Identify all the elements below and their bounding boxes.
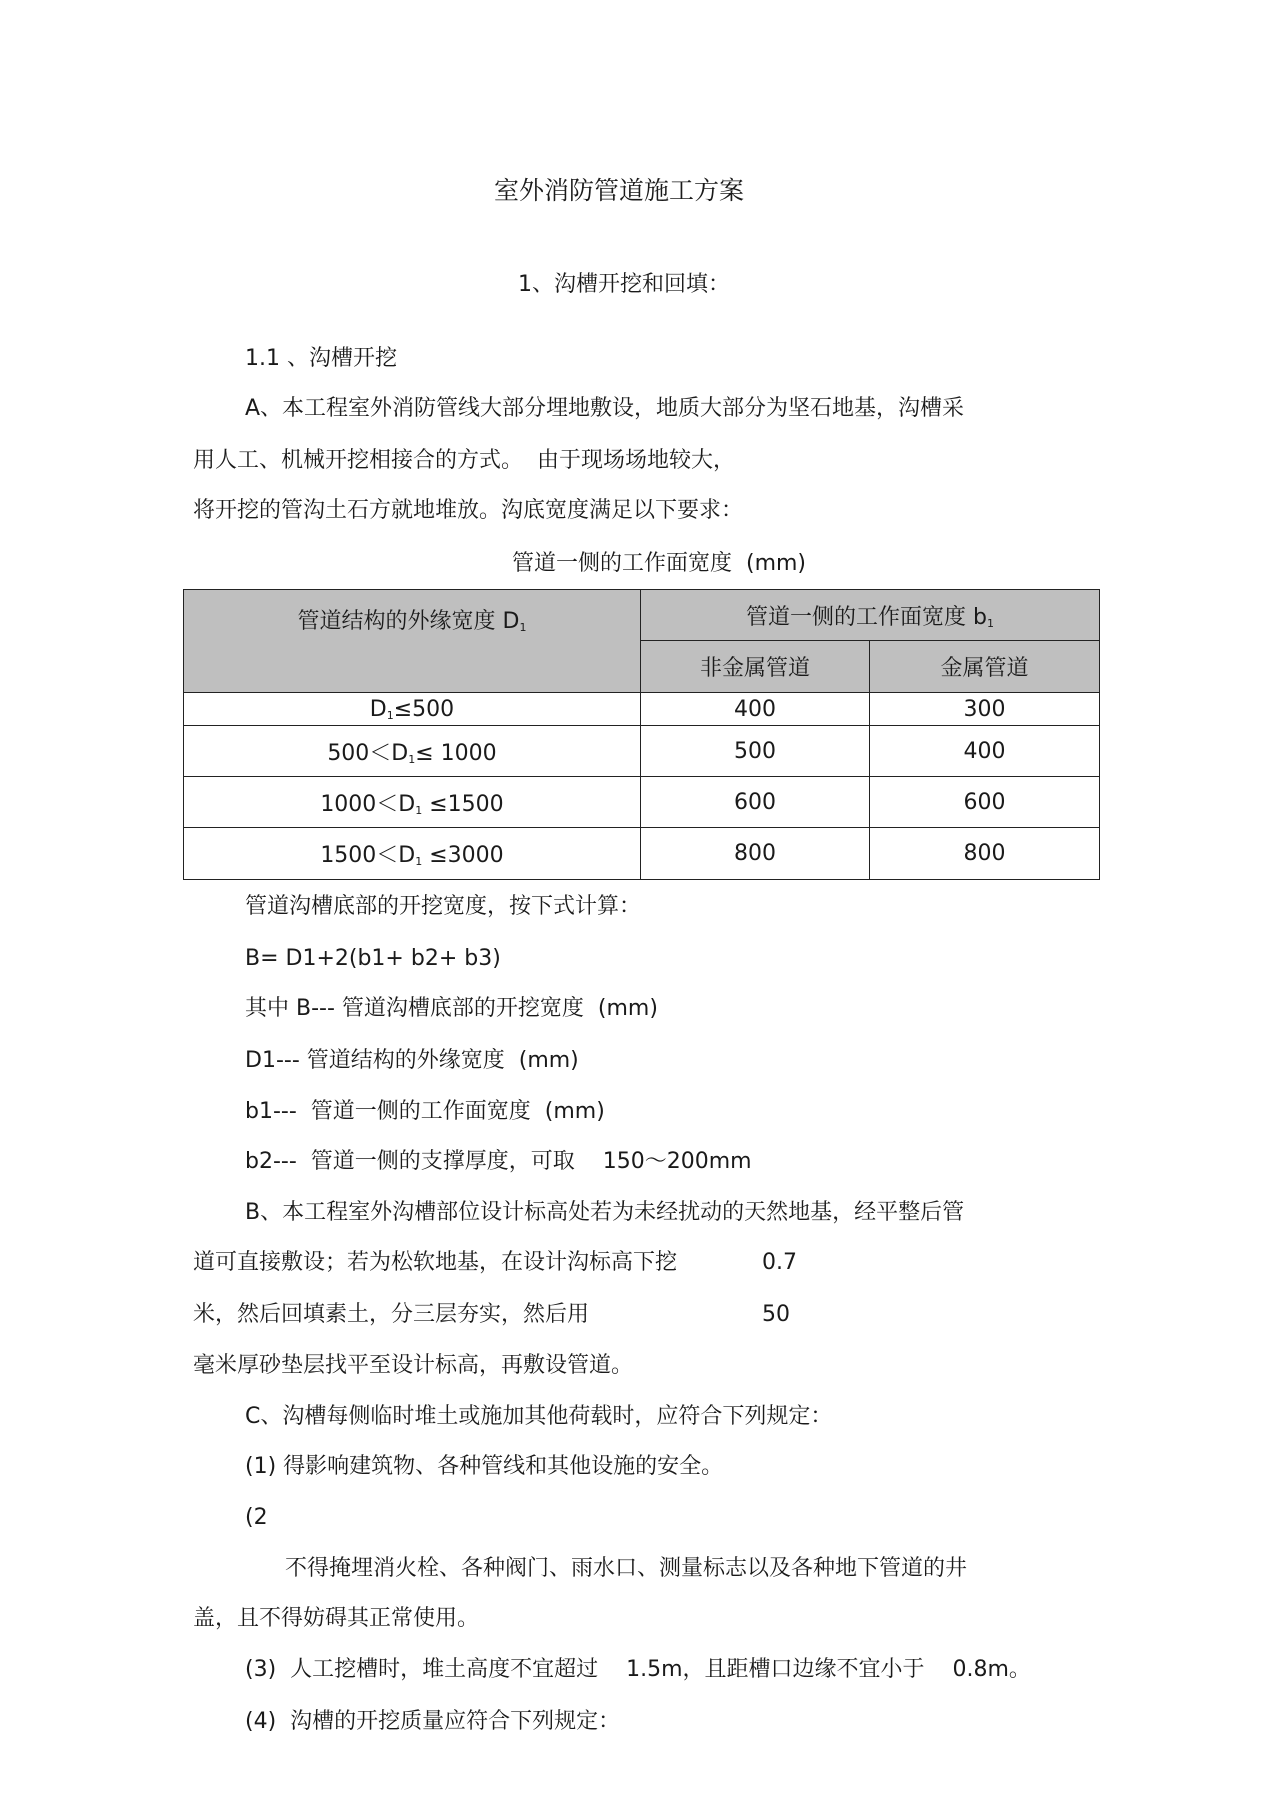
header-nonmetal: 非金属管道 <box>641 641 870 693</box>
range-cell: $1500<D_1 \le 3000$ <box>184 828 641 880</box>
work-width-table <box>183 589 1100 880</box>
calc-intro: 管道沟槽底部的开挖宽度，按下式计算： <box>245 894 642 919</box>
section-heading-1-1: 1.1 、沟槽开挖 <box>245 346 397 371</box>
para-c-item-3: (3) 人工挖槽时，堆土高度不宜超过 1.5m，且距槽口边缘不宜小于 0.8m。 <box>245 1657 1031 1682</box>
table-row <box>184 726 1100 777</box>
table-row <box>184 693 1100 726</box>
def-b: 其中 B--- 管道沟槽底部的开挖宽度 (mm) <box>245 996 658 1021</box>
table-caption: 管道一侧的工作面宽度 (mm) <box>512 551 807 576</box>
table-row <box>184 777 1100 828</box>
para-b-line-2-num: 0.7 <box>762 1250 797 1275</box>
para-c-item-2-line-2: 盖，且不得妨碍其正常使用。 <box>193 1606 480 1631</box>
def-b1: b1--- 管道一侧的工作面宽度 (mm) <box>245 1099 605 1124</box>
para-c-item-2-label: (2 <box>245 1505 268 1530</box>
para-b-line-4: 毫米厚砂垫层找平至设计标高，再敷设管道。 <box>193 1353 634 1378</box>
table-row <box>184 828 1100 880</box>
para-c-item-4: (4) 沟槽的开挖质量应符合下列规定： <box>245 1709 621 1734</box>
nonmetal-cell: 500 <box>641 726 870 777</box>
metal-cell: 600 <box>870 777 1100 828</box>
nonmetal-cell: 400 <box>641 693 870 726</box>
para-b-line-3-num: 50 <box>762 1302 790 1327</box>
document-title: 室外消防管道施工方案 <box>494 176 745 205</box>
section-heading-1: 1、沟槽开挖和回填： <box>518 272 730 297</box>
header-work-width: 管道一侧的工作面宽度 $b_1$ <box>641 590 1100 641</box>
para-b-line-3: 米，然后回填素土，分三层夯实，然后用 <box>193 1302 590 1327</box>
para-b-line-2: 道可直接敷设；若为松软地基，在设计沟标高下挖 <box>193 1250 678 1275</box>
header-metal: 金属管道 <box>870 641 1100 693</box>
nonmetal-cell: 600 <box>641 777 870 828</box>
range-cell: $1000<D_1 \le 1500$ <box>184 777 641 828</box>
table-header-row <box>184 590 1100 641</box>
header-outer-width: 管道结构的外缘宽度 $D_1$ <box>184 590 641 693</box>
para-b-line-1: B、本工程室外沟槽部位设计标高处若为未经扰动的天然地基，经平整后管 <box>245 1200 965 1225</box>
metal-cell: 800 <box>870 828 1100 880</box>
para-a-line-2: 用人工、机械开挖相接合的方式。 由于现场场地较大， <box>193 448 735 473</box>
para-c-item-2-line-1: 不得掩埋消火栓、各种阀门、雨水口、测量标志以及各种地下管道的井 <box>285 1556 968 1581</box>
range-cell: $D_1\le 500$ <box>184 693 641 726</box>
def-b2: b2--- 管道一侧的支撑厚度，可取 150～200mm <box>245 1149 752 1174</box>
metal-cell: 300 <box>870 693 1100 726</box>
range-cell: $500<D_1\le 1000$ <box>184 726 641 777</box>
para-c-item-1: (1) 得影响建筑物、各种管线和其他设施的安全。 <box>245 1454 724 1479</box>
def-d1: D1--- 管道结构的外缘宽度 (mm) <box>245 1048 579 1073</box>
calc-formula: B= D1+2(b1+ b2+ b3) <box>245 946 501 971</box>
para-c-line-1: C、沟槽每侧临时堆土或施加其他荷载时，应符合下列规定： <box>245 1404 833 1429</box>
para-a-line-1: A、本工程室外消防管线大部分埋地敷设，地质大部分为坚石地基，沟槽采 <box>245 396 965 421</box>
metal-cell: 400 <box>870 726 1100 777</box>
nonmetal-cell: 800 <box>641 828 870 880</box>
para-a-line-3: 将开挖的管沟土石方就地堆放。沟底宽度满足以下要求： <box>193 498 744 523</box>
